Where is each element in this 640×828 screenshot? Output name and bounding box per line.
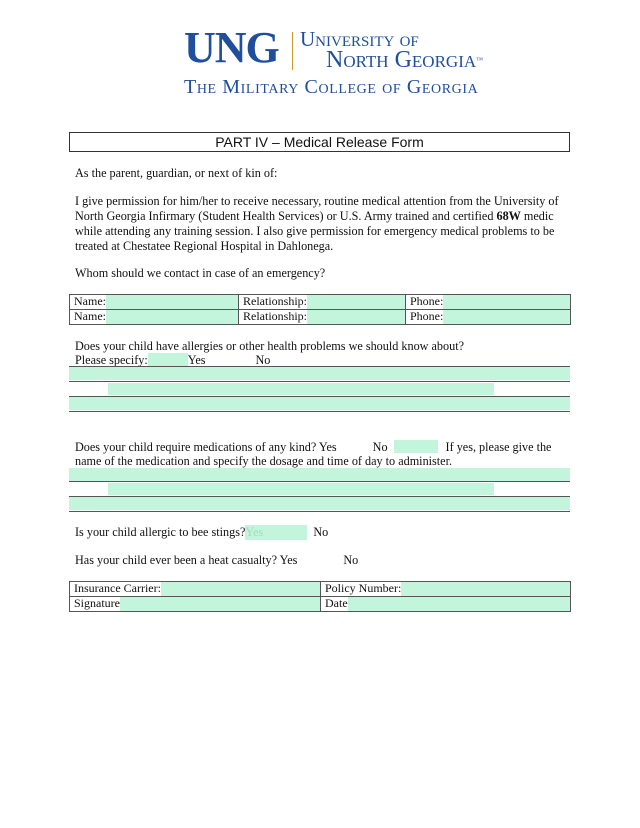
relationship-label: Relationship: (243, 309, 307, 323)
rule-line (69, 481, 570, 482)
signature-field[interactable] (120, 597, 320, 611)
signature-label: Signature (74, 596, 120, 610)
meds-question-line (75, 440, 575, 455)
meds-no-option[interactable]: No (372, 440, 388, 454)
bee-question-line (75, 525, 565, 540)
permission-text-1: I give permission for him/her to receive necessary, routine medical attention from the University of North Georgia Infirmary (Student Health Services) or U.S. Army trained and certified (75, 194, 559, 223)
logo-university-of: University of (300, 27, 419, 51)
signature-row (70, 597, 571, 612)
insurance-carrier-field[interactable] (161, 582, 320, 596)
name-field[interactable] (106, 295, 238, 309)
rule-line (69, 511, 570, 512)
phone-cell (406, 295, 571, 310)
permission-text-2: medic while attending any training session. I also give permission for emergency medical problems to be treated at Chestatee Regional Hospital in Dahlonega. (75, 209, 555, 253)
meds-question-a: Does your child require medications of any kind? Yes (75, 440, 337, 454)
relationship-field[interactable] (307, 295, 405, 309)
allergy-detail-field-3[interactable] (69, 397, 570, 410)
insurance-carrier-label: Insurance Carrier: (74, 581, 161, 595)
permission-68w: 68W (496, 209, 521, 223)
contact-row (70, 295, 571, 310)
heat-question: Has your child ever been a heat casualty? Yes (75, 553, 298, 567)
meds-question-c: name of the medication and specify the dosage and time of day to administer. (75, 454, 453, 468)
policy-number-label: Policy Number: (325, 581, 402, 595)
meds-detail-field-3[interactable] (69, 497, 570, 510)
logo-trademark: ™ (476, 56, 484, 64)
name-label: Name: (74, 294, 106, 308)
phone-field[interactable] (443, 295, 570, 309)
signature-cell (70, 597, 321, 612)
intro-text: As the parent, guardian, or next of kin of: (75, 166, 278, 180)
allergy-question: Does your child have allergies or other health problems we should know about? (75, 339, 464, 353)
policy-cell (321, 582, 571, 597)
rule-line (69, 411, 570, 412)
relationship-cell (239, 295, 406, 310)
allergy-detail-field-2[interactable] (108, 383, 494, 395)
date-cell (321, 597, 571, 612)
logo-divider (292, 32, 293, 70)
permission-paragraph (75, 194, 561, 254)
allergy-no-option[interactable]: No (255, 353, 271, 367)
logo-tagline: The Military College of Georgia (184, 76, 479, 98)
name-label: Name: (74, 309, 106, 323)
insurance-table (69, 581, 571, 612)
date-label: Date (325, 596, 348, 610)
heat-question-line (75, 553, 565, 568)
meds-question-b: If yes, please give the (445, 440, 552, 454)
heat-no-option[interactable]: No (343, 553, 359, 567)
insurance-row (70, 582, 571, 597)
phone-cell (406, 310, 571, 325)
relationship-field[interactable] (307, 310, 405, 324)
name-cell (70, 295, 239, 310)
phone-label: Phone: (410, 309, 444, 323)
meds-detail-field-2[interactable] (108, 483, 494, 495)
please-specify-label: Please specify: (75, 353, 148, 367)
rule-line (69, 381, 570, 382)
allergy-yes-option[interactable]: Yes (187, 353, 206, 367)
logo-north-georgia (326, 48, 483, 72)
insurance-cell (70, 582, 321, 597)
allergy-detail-field-1[interactable] (69, 367, 570, 380)
please-specify-field[interactable] (148, 353, 188, 366)
meds-no-field[interactable] (394, 440, 438, 453)
phone-field[interactable] (443, 310, 570, 324)
name-field[interactable] (106, 310, 238, 324)
contact-question: Whom should we contact in case of an emergency? (75, 266, 326, 280)
ung-logo-mark: UNG (184, 23, 279, 72)
relationship-label: Relationship: (243, 294, 307, 308)
emergency-contact-table (69, 294, 571, 325)
contact-row (70, 310, 571, 325)
name-cell (70, 310, 239, 325)
logo-north-georgia-text: North Georgia (326, 47, 477, 73)
bee-yes-field[interactable]: Yes (245, 525, 307, 540)
form-title: PART IV – Medical Release Form (69, 132, 570, 152)
date-field[interactable] (348, 597, 570, 611)
bee-question: Is your child allergic to bee stings? (75, 525, 246, 539)
bee-no-option[interactable]: No (313, 525, 329, 539)
policy-number-field[interactable] (401, 582, 570, 596)
phone-label: Phone: (410, 294, 444, 308)
relationship-cell (239, 310, 406, 325)
meds-detail-field-1[interactable] (69, 468, 570, 481)
